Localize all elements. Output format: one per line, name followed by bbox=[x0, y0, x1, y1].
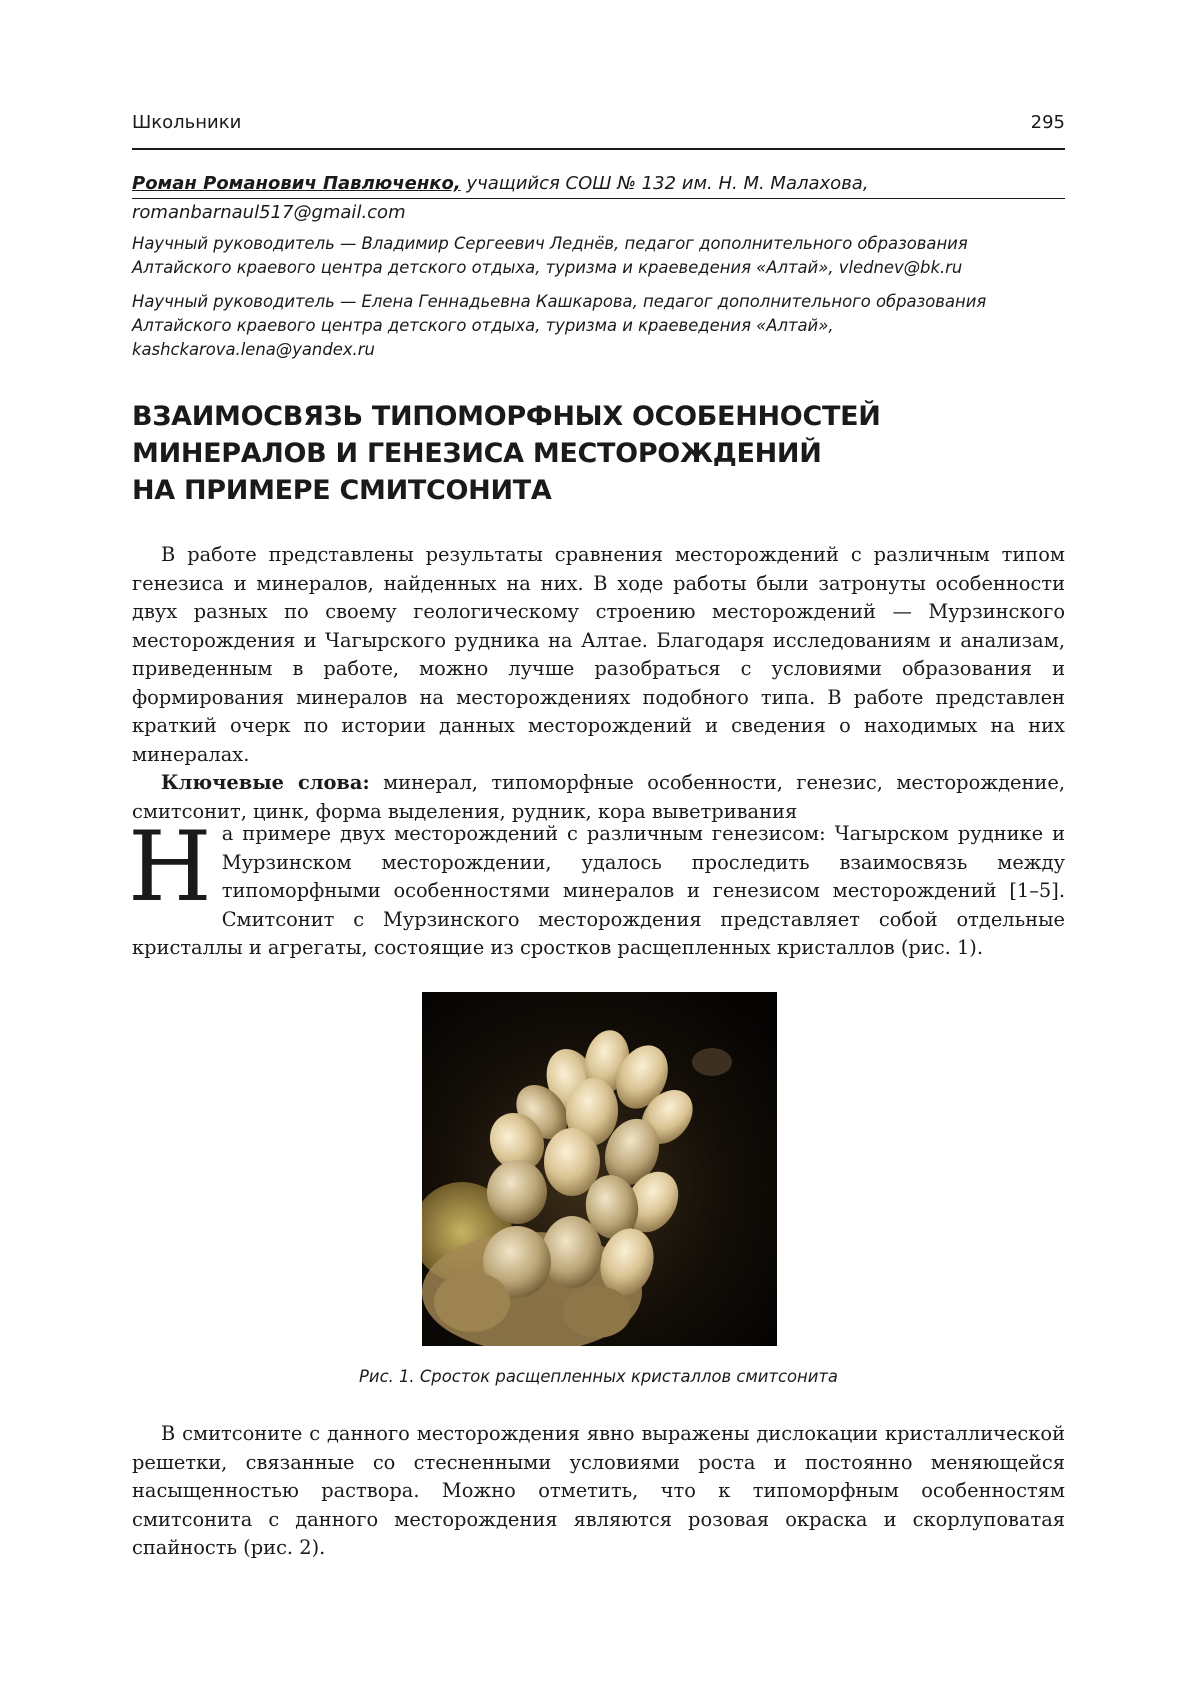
advisor-2-line-3[interactable]: kashckarova.lena@yandex.ru bbox=[132, 340, 375, 359]
advisor-2-line-1: Научный руководитель — Елена Геннадьевна Кашкарова, педагог дополнительного образования bbox=[132, 292, 987, 311]
title-line-3: НА ПРИМЕРЕ СМИТСОНИТА bbox=[132, 475, 552, 506]
figure-smithsonite-photo bbox=[422, 992, 777, 1346]
drop-cap: Н bbox=[128, 811, 212, 923]
advisor-1 bbox=[132, 232, 1065, 280]
keywords-label: Ключевые слова: bbox=[161, 771, 370, 794]
intro-paragraph: а примере двух месторождений с различным генезисом: Чагырском руднике и Мурзинском месторождении, удалось проследить взаимосвязь между типоморфными особенностями минералов и генезисом месторождений [1–5]. Смитсонит с Мурзинского месторождения представляет собой отдельные кристаллы и агрегаты, состоящие из сростков расщепленных кристаллов (рис. 1). bbox=[132, 822, 1065, 959]
author-affiliation: учащийся СОШ № 132 им. Н. М. Малахова, bbox=[466, 173, 869, 194]
figure-caption: Рис. 1. Сросток расщепленных кристаллов смитсонита bbox=[359, 1367, 838, 1386]
author-block bbox=[132, 171, 1065, 226]
advisor-1-line-2: Алтайского краевого центра детского отдыха, туризма и краеведения «Алтай», vlednev@bk.ru bbox=[132, 258, 963, 277]
section-name: Школьники bbox=[132, 112, 242, 133]
advisor-2 bbox=[132, 290, 1065, 362]
paragraph-2: В смитсоните с данного месторождения явно выражены дислокации кристаллической решетки, связанные со стесненными условиями роста и постоянно меняющейся насыщенностью раствора. Можно отметить, что к типоморфным особенностям смитсонита с данного месторождения являются розовая окраска и скорлуповатая спайность (рис. 2). bbox=[132, 1422, 1065, 1559]
smithsonite-crystal-image bbox=[422, 992, 777, 1346]
title-line-1: ВЗАИМОСВЯЗЬ ТИПОМОРФНЫХ ОСОБЕННОСТЕЙ bbox=[132, 401, 881, 432]
keywords bbox=[132, 769, 1065, 826]
author-row bbox=[132, 171, 1065, 199]
keywords-list: минерал, типоморфные особенности, генезис, месторождение, смитсонит, цинк, форма выделения, рудник, кора выветривания bbox=[132, 771, 1065, 823]
article-title bbox=[132, 398, 1065, 509]
author-email[interactable]: romanbarnaul517@gmail.com bbox=[132, 202, 406, 223]
abstract bbox=[132, 541, 1065, 826]
body-intro bbox=[128, 811, 1065, 963]
advisor-1-line-1: Научный руководитель — Владимир Сергеевич Леднёв, педагог дополнительного образования bbox=[132, 234, 968, 253]
abstract-text: В работе представлены результаты сравнения месторождений с различным типом генезиса и минералов, найденных на них. В ходе работы были затронуты особенности двух разных по своему геологическому строению месторождений — Мурзинского месторождения и Чагырского рудника на Алтае. Благодаря исследованиям и анализам, приведенным в работе, можно лучше разобраться с условиями образования и формирования минералов на месторождениях подобного типа. В работе представлен краткий очерк по истории данных месторождений и сведения о находимых на них минералах. bbox=[132, 543, 1065, 766]
running-head bbox=[132, 110, 1065, 150]
page-number: 295 bbox=[1030, 112, 1065, 133]
advisor-2-line-2: Алтайского краевого центра детского отдыха, туризма и краеведения «Алтай», bbox=[132, 316, 834, 335]
body-paragraph-2 bbox=[132, 1420, 1065, 1563]
title-line-2: МИНЕРАЛОВ И ГЕНЕЗИСА МЕСТОРОЖДЕНИЙ bbox=[132, 438, 822, 469]
author-name: Роман Романович Павлюченко, bbox=[132, 173, 461, 194]
